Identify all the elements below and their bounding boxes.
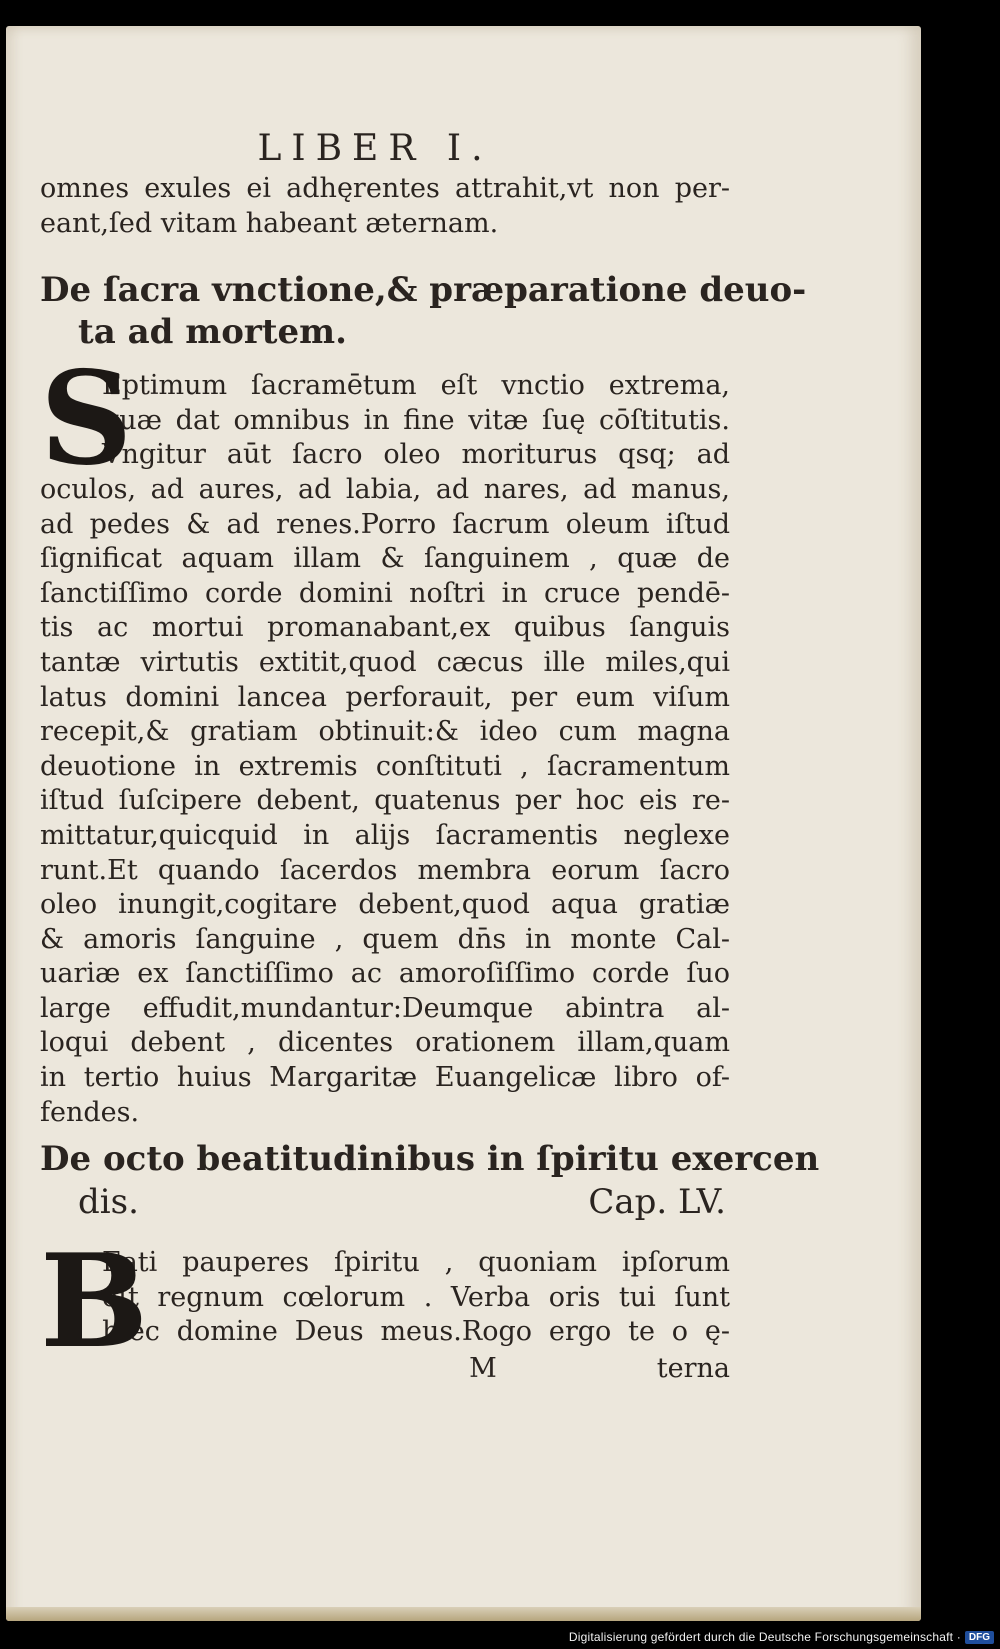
text-line: uariæ ex ſanctiſſimo ac amoroſiſſimo corde ſuo — [40, 958, 730, 990]
chapter-number: Cap. LV. — [588, 1182, 726, 1223]
text-line: large effudit,mundantur:Deumque abintra al- — [40, 992, 730, 1024]
heading-continuation: dis. — [78, 1182, 139, 1223]
text-line: runt.Et quando ſacerdos membra eorum ſacro — [40, 854, 730, 886]
heading-line: ta ad mortem. — [78, 312, 347, 353]
text-line: & amoris ſanguine , quem dn̄s in monte Cal- — [40, 923, 730, 955]
catchword: terna — [656, 1353, 730, 1385]
drop-cap-b: B — [40, 1227, 149, 1378]
text-line: ſignificat aquam illam & ſanguinem , quæ de — [40, 543, 730, 575]
text-line: ad pedes & ad renes.Porro ſacrum oleum iſtud — [40, 508, 730, 540]
text-line: tantæ virtutis extitit,quod cæcus ille miles,qui — [40, 646, 730, 678]
text-line: tis ac mortui promanabant,ex quibus ſanguis — [40, 612, 730, 644]
text-line: omnes exules ei adhęrentes attrahit,vt non per- — [40, 173, 730, 204]
page-bottom-edge — [6, 1607, 921, 1621]
text-line: eſt regnum cœlorum . Verba oris tui ſunt — [102, 1281, 730, 1313]
footer-text: Digitalisierung gefördert durch die Deutsche Forschungsgemeinschaft · — [568, 1630, 961, 1644]
heading-chapter-row — [40, 1180, 730, 1224]
text-line: Eati pauperes ſpiritu , quoniam ipſorum — [102, 1247, 730, 1279]
text-line: iſtud ſuſcipere debent, quatenus per hoc eis re- — [40, 785, 730, 817]
dfg-logo: DFG — [965, 1631, 994, 1644]
running-head: LIBER I. — [257, 128, 493, 169]
section-heading-unction — [40, 269, 807, 353]
text-line: ſanctiſſimo corde domini noſtri in cruce pendē- — [40, 577, 730, 609]
section-heading-beatitudes — [40, 1138, 820, 1224]
intro-paragraph — [40, 172, 730, 241]
text-line: hæc domine Deus meus.Rogo ergo te o ę- — [102, 1316, 730, 1348]
text-line: in tertio huius Margaritæ Euangelicæ libro of- — [40, 1062, 730, 1094]
text-line: loqui debent , dicentes orationem illam,quam — [40, 1027, 730, 1059]
heading-line: De octo beatitudinibus in ſpiritu exercen — [40, 1139, 820, 1180]
text-line: oleo inungit,cogitare debent,quod aqua gratiæ — [40, 889, 730, 921]
text-line: eant,ſed vitam habeant æternam. — [40, 207, 499, 239]
signature-mark: M — [469, 1353, 497, 1385]
heading-line: De ſacra vnctione,& præparatione deuo- — [40, 270, 807, 311]
text-line: latus domini lancea perforauit, per eum viſum — [40, 681, 730, 713]
paragraph-beatitudes — [40, 1227, 730, 1386]
drop-cap-s: S — [40, 344, 133, 495]
book-page — [6, 26, 921, 1621]
text-line: mittatur,quicquid in alijs ſacramentis neglexe — [40, 819, 730, 851]
text-line: Vngitur aūt ſacro oleo moriturus qsq; ad — [102, 439, 730, 471]
text-line: recepit,& gratiam obtinuit:& ideo cum magna — [40, 716, 730, 748]
footer-credit — [569, 1627, 994, 1647]
paragraph-unction — [40, 344, 730, 1130]
text-line: deuotione in extremis conſtituti , ſacramentum — [40, 750, 730, 782]
text-line: quæ dat omnibus in fine vitæ ſuę cōſtitutis. — [102, 404, 730, 436]
text-line: fendes. — [40, 1096, 140, 1128]
text-line: oculos, ad aures, ad labia, ad nares, ad manus, — [40, 473, 730, 505]
text-block — [40, 86, 820, 1386]
text-line: Eptimum ſacramētum eſt vnctio extrema, — [102, 370, 730, 402]
